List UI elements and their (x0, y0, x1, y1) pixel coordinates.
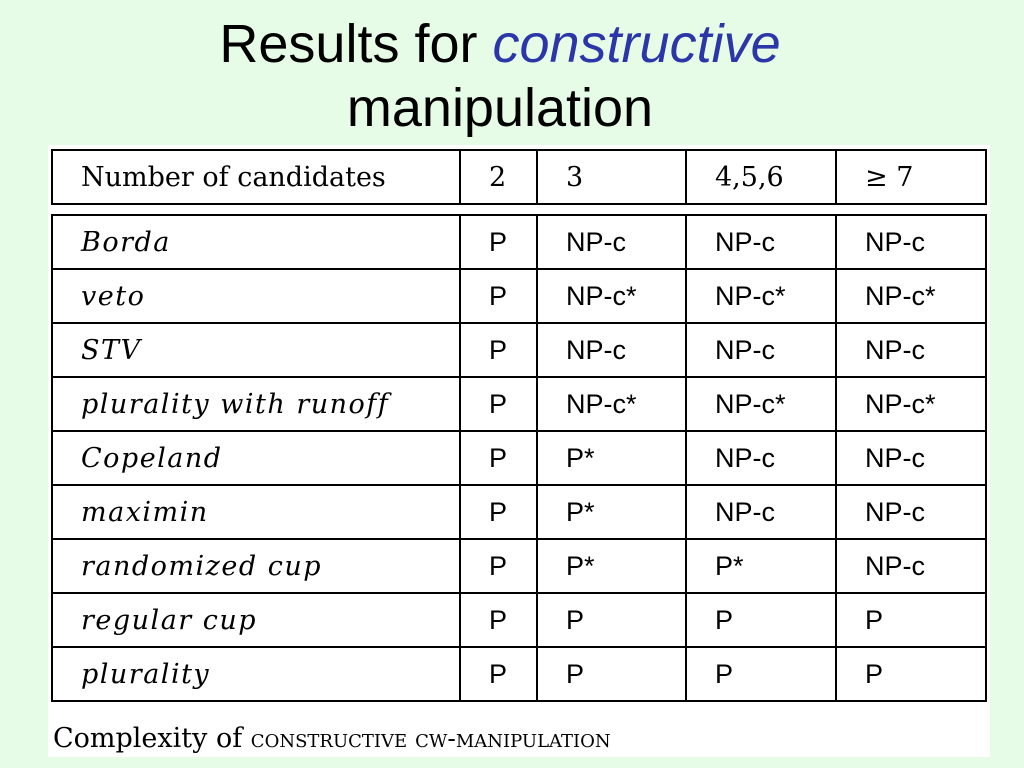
complexity-cell: P* (537, 539, 686, 593)
header-label: Number of candidates (52, 150, 460, 204)
rule-name: Borda (52, 215, 460, 269)
rule-name: plurality (52, 647, 460, 701)
complexity-cell: NP-c (686, 215, 836, 269)
caption-lead: Complexity of (53, 723, 251, 754)
complexity-cell: NP-c* (537, 269, 686, 323)
complexity-cell: P (460, 539, 537, 593)
slide-title-part2: manipulation (346, 78, 654, 138)
complexity-cell: P (460, 593, 537, 647)
complexity-cell: P (686, 647, 836, 701)
complexity-cell: P (836, 647, 986, 701)
results-body (52, 215, 986, 701)
header-col-3: 3 (537, 150, 686, 204)
slide-title-part1: Results for (219, 14, 493, 74)
slide-title-emphasis: constructive (492, 14, 781, 74)
complexity-cell: P (686, 593, 836, 647)
header-col-2: 2 (460, 150, 537, 204)
table-row (52, 377, 986, 431)
complexity-cell: P (460, 485, 537, 539)
complexity-cell: NP-c (836, 323, 986, 377)
caption-small-caps: constructive cw-manipulation (250, 724, 611, 753)
complexity-cell: NP-c (537, 323, 686, 377)
complexity-cell: NP-c (537, 215, 686, 269)
table-row (52, 485, 986, 539)
complexity-cell: P* (537, 431, 686, 485)
table-row (52, 431, 986, 485)
complexity-cell: NP-c (836, 485, 986, 539)
complexity-cell: P (460, 647, 537, 701)
complexity-cell: P (537, 593, 686, 647)
complexity-cell: NP-c (686, 485, 836, 539)
complexity-cell: NP-c* (836, 269, 986, 323)
complexity-cell: P (836, 593, 986, 647)
complexity-cell: NP-c (836, 539, 986, 593)
complexity-cell: P (460, 215, 537, 269)
header-col-4-5-6: 4,5,6 (686, 150, 836, 204)
complexity-cell: NP-c (686, 323, 836, 377)
table-row (52, 215, 986, 269)
complexity-cell: NP-c (686, 431, 836, 485)
header-col-7-plus: ≥ 7 (836, 150, 986, 204)
results-table (51, 214, 987, 702)
table-row (52, 647, 986, 701)
rule-name: maximin (52, 485, 460, 539)
complexity-cell: P (537, 647, 686, 701)
rule-name: randomized cup (52, 539, 460, 593)
rule-name: regular cup (52, 593, 460, 647)
rule-name: veto (52, 269, 460, 323)
complexity-cell: P (460, 431, 537, 485)
rule-name: STV (52, 323, 460, 377)
table-row (52, 593, 986, 647)
complexity-cell: NP-c (836, 215, 986, 269)
complexity-cell: P* (537, 485, 686, 539)
table-row (52, 323, 986, 377)
complexity-cell: NP-c (836, 431, 986, 485)
complexity-cell: NP-c* (686, 377, 836, 431)
slide-title (0, 12, 1000, 140)
table-row (52, 539, 986, 593)
complexity-cell: P* (686, 539, 836, 593)
complexity-cell: NP-c* (537, 377, 686, 431)
complexity-cell: P (460, 269, 537, 323)
rule-name: Copeland (52, 431, 460, 485)
header-row (52, 150, 986, 204)
complexity-cell: NP-c* (836, 377, 986, 431)
complexity-cell: NP-c* (686, 269, 836, 323)
complexity-cell: P (460, 377, 537, 431)
header-table (51, 149, 987, 205)
complexity-cell: P (460, 323, 537, 377)
results-panel (48, 145, 990, 757)
table-caption (53, 723, 611, 754)
rule-name: plurality with runoff (52, 377, 460, 431)
table-row (52, 269, 986, 323)
